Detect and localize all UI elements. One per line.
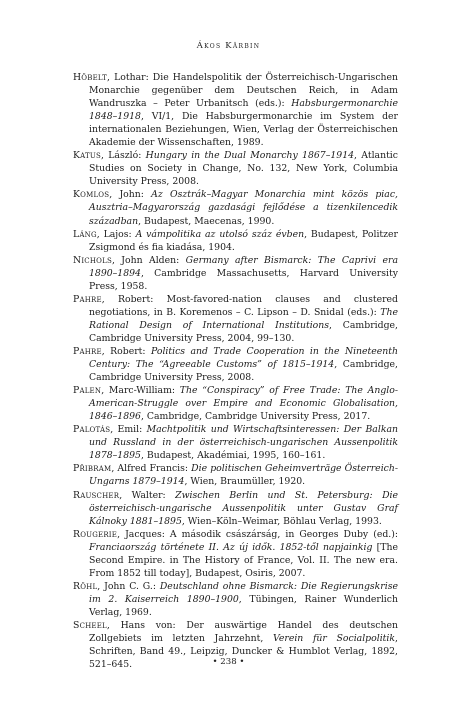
reference-author: Nichols [73,254,112,266]
reference-entry: Komlos, John: Az Osztrák–Magyar Monarchia mint közös piac, Ausztria–Magyarország gazdasági fejlődése a tizenkilencedik században, Budapest, Maecenas, 1990. [73,189,398,227]
running-header: Ákos Kärbin [196,40,261,50]
reference-author: Přibram [73,463,112,475]
page-number: • 238 • [212,657,245,667]
reference-entry: Röhl, John C. G.: Deutschland ohne Bismarck: Die Regierungskrise im 2. Kaiserreich 1890–1900, Tübingen, Rainer Wunderlich Verlag, 1969. [73,580,398,618]
reference-entry: Pahre, Robert: Politics and Trade Cooperation in the Nineteenth Century: The “Agreeable Customs” of 1815–1914, Cambridge, Cambridge University Press, 2008. [73,345,398,384]
reference-author: Höbelt [73,72,108,83]
reference-entry: Palen, Marc-William: The “Conspiracy” of Free Trade: The Anglo-American-Struggle over Empire and Economic Globalisation, 1846–1896, Cambridge, Cambridge University Press, 2017. [73,385,398,423]
reference-author: Rougerie [73,528,118,540]
reference-title: Germany after Bismarck: The Caprivi era 1890–1894 [89,254,398,279]
reference-title: A vámpolitika az utolsó száz évben [135,228,305,240]
reference-entry: Katus, László: Hungary in the Dual Monarchy 1867–1914, Atlantic Studies on Society in Change, No. 132, New York, Columbia University Press, 2008. [73,150,398,188]
reference-title: Politics and Trade Cooperation in the Nineteenth Century: The “Agreeable Customs” of 1815–1914 [89,345,398,371]
reference-title: Franciaország története II. Az új idők. 1852-től napjainkig [89,541,373,553]
reference-title: Deutschland ohne Bismarck: Die Regierungskrise im 2. Kaiserreich 1890–1900 [89,580,398,605]
reference-title: Hungary in the Dual Monarchy 1867–1914 [145,150,355,162]
reference-entry: Pahre, Robert: Most-favored-nation clauses and clustered negotiations, in B. Koremenos – C. Lipson – D. Snidal (eds.): The Rational Design of International Institutions, Cambridge, Cambridge University Press, 2004, 99–130. [73,293,398,344]
reference-title: The Rational Design of International Institutions [89,306,398,331]
reference-author: Láng [73,228,97,240]
reference-author: Katus [73,150,101,162]
reference-title: Verein für Socialpolitik [273,633,396,645]
reference-title: The “Conspiracy” of Free Trade: The Anglo-American-Struggle over Empire and Economic Globalisation, 1846–1896 [89,385,398,423]
reference-entry: Nichols, John Alden: Germany after Bismarck: The Caprivi era 1890–1894, Cambridge Massachusetts, Harvard University Press, 1958. [73,254,398,292]
reference-entry: Höbelt, Lothar: Die Handelspolitik der Österreichisch-Ungarischen Monarchie gegenüber dem Deutschen Reich, in Adam Wandruszka – Peter Urbanitsch (eds.): Habsburgermonarchie 1848–1918, VI/1, Die Habsburgermonarchie im System der internationalen Beziehungen, Wien, Verlag der Österreichischen Akademie der Wissenschaften, 1989. [73,72,399,149]
reference-title: Machtpolitik und Wirtschaftsinteressen: Der Balkan und Russland in der österreichisch-ungarischen Aussenpolitik 1878–1895 [89,424,398,462]
reference-entry: Rougerie, Jacques: A második császárság, in Georges Duby (ed.): Franciaország története II. Az új idők. 1852-től napjainkig [The Second Empire. in The History of France, Vol. II. The new era. From 1852 till today], Budapest, Osiris, 2007. [73,528,398,579]
reference-author: Röhl [73,580,98,592]
reference-title: Habsburgermonarchie 1848–1918 [89,98,398,123]
reference-list [73,71,398,671]
reference-entry: Palotás, Emil: Machtpolitik und Wirtschaftsinteressen: Der Balkan und Russland in der österreichisch-ungarischen Aussenpolitik 1878–1895, Budapest, Akadémiai, 1995, 160–161. [73,424,398,462]
reference-author: Rauscher [73,489,120,501]
reference-author: Komlos [73,189,110,201]
reference-entry: Přibram, Alfred Francis: Die politischen Geheimverträge Österreich-Ungarns 1879–1914, Wien, Braumüller, 1920. [73,463,398,488]
reference-author: Palotás [73,424,111,436]
reference-author: Scheel [73,619,107,631]
reference-title: Az Osztrák–Magyar Monarchia mint közös piac, Ausztria–Magyarország gazdasági fejlődése a tizenkilencedik században [89,189,398,227]
reference-title: Die politischen Geheimverträge Österreich-Ungarns 1879–1914 [89,463,398,488]
reference-entry: Scheel, Hans von: Der auswärtige Handel des deutschen Zollgebiets im letzten Jahrzehnt, Verein für Socialpolitik, Schriften, Band 49., Leipzig, Duncker & Humblot Verlag, 1892, 521–645. [73,619,398,671]
reference-author: Palen [73,385,102,397]
reference-entry: Láng, Lajos: A vámpolitika az utolsó száz évben, Budapest, Politzer Zsigmond és fia kiadása, 1904. [73,228,398,253]
reference-entry: Rauscher, Walter: Zwischen Berlin und St. Petersburg: Die österreichisch-ungarische Aussenpolitik unter Gustav Graf Kálnoky 1881–1895, Wien–Köln–Weimar, Böhlau Verlag, 1993. [73,489,398,527]
reference-author: Pahre [73,293,102,305]
reference-author: Pahre [73,345,102,357]
reference-title: Zwischen Berlin und St. Petersburg: Die österreichisch-ungarische Aussenpolitik unter Gustav Graf Kálnoky 1881–1895 [89,489,398,527]
